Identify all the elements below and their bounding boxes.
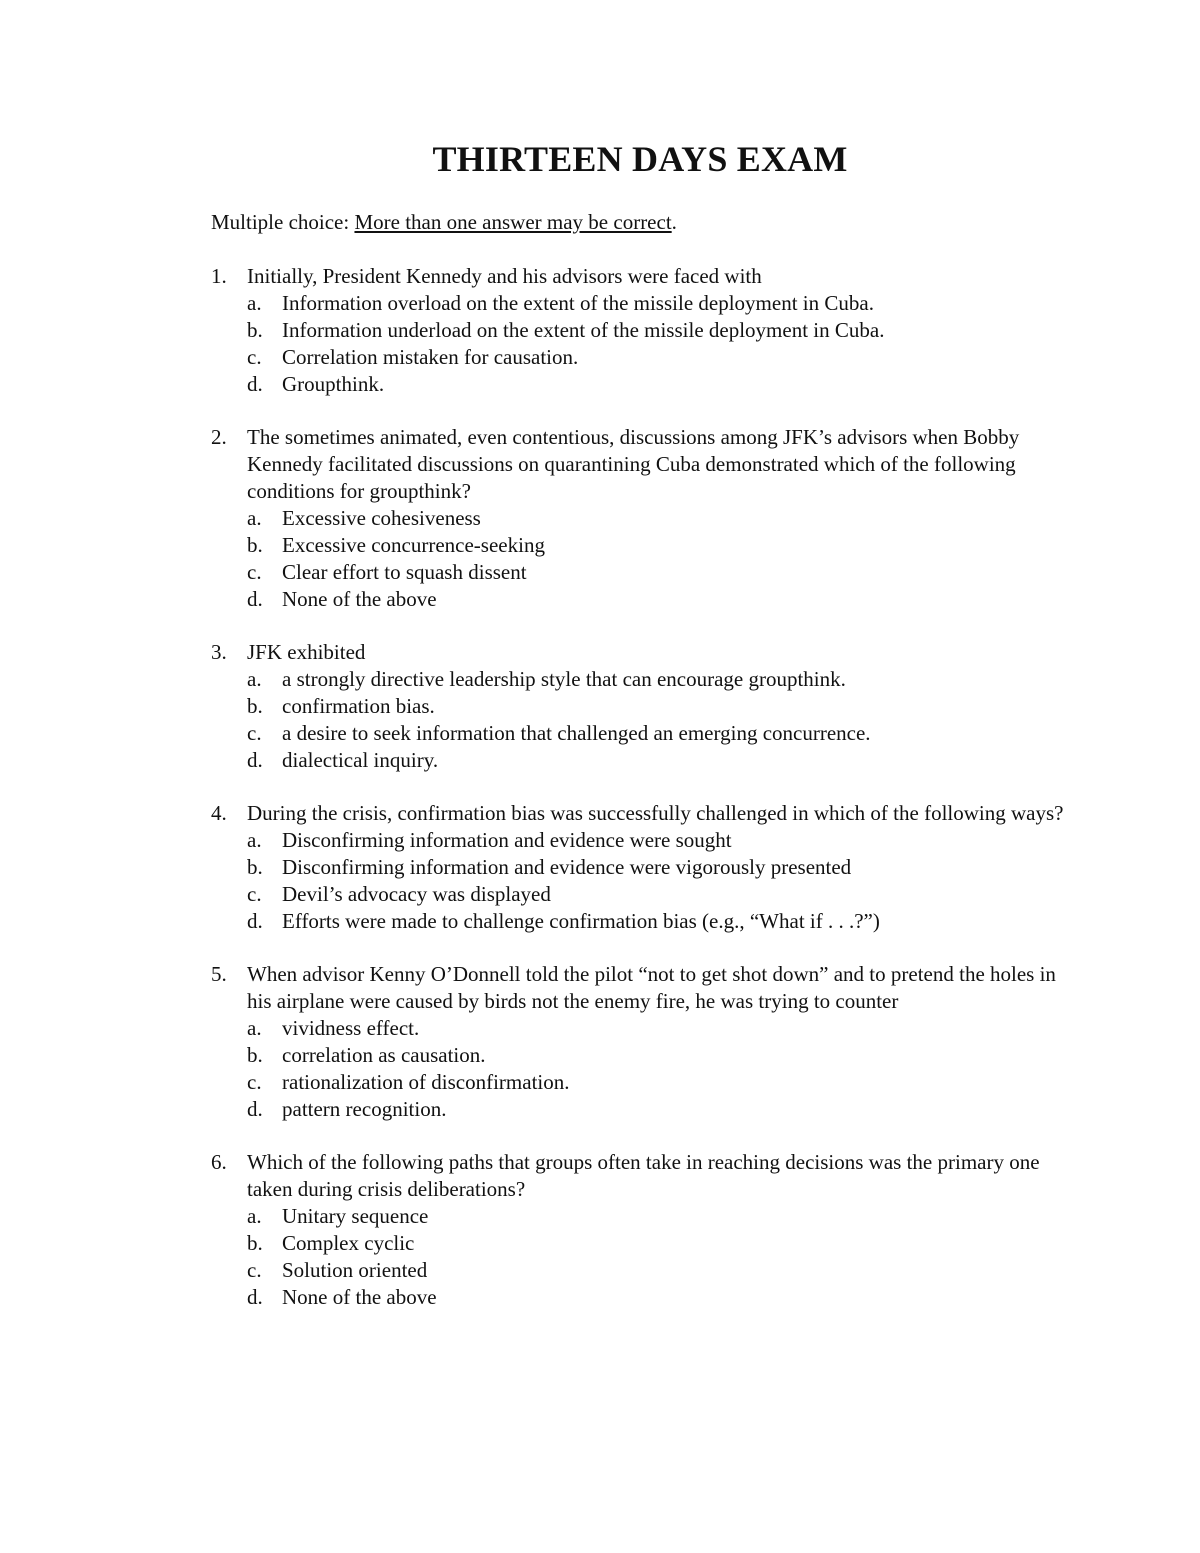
option-letter: c. [247, 882, 262, 906]
option-letter: c. [247, 560, 262, 584]
option-b [247, 854, 1071, 881]
option-text: Information overload on the extent of the missile deployment in Cuba. [282, 291, 874, 315]
option-a [247, 1203, 1071, 1230]
option-b [247, 1230, 1071, 1257]
option-text: Unitary sequence [282, 1204, 429, 1228]
option-letter: c. [247, 1258, 262, 1282]
question-2 [211, 424, 1071, 613]
option-letter: b. [247, 533, 263, 557]
instructions-suffix: . [671, 210, 677, 234]
option-c [247, 720, 1071, 747]
question-1 [211, 263, 1071, 398]
question-number: 5. [211, 962, 227, 986]
question-stem: JFK exhibited [247, 640, 366, 664]
question-5 [211, 961, 1071, 1123]
option-text: Excessive concurrence-seeking [282, 533, 545, 557]
option-text: Efforts were made to challenge confirmation bias (e.g., “What if . . .?”) [282, 909, 880, 933]
option-letter: d. [247, 909, 263, 933]
question-number: 1. [211, 264, 227, 288]
option-d [247, 1096, 1071, 1123]
option-d [247, 371, 1071, 398]
option-a [247, 827, 1071, 854]
question-number: 3. [211, 640, 227, 664]
option-text: Clear effort to squash dissent [282, 560, 527, 584]
question-stem: Initially, President Kennedy and his advisors were faced with [247, 264, 762, 288]
option-letter: a. [247, 1204, 262, 1228]
option-letter: d. [247, 1097, 263, 1121]
option-d [247, 1284, 1071, 1311]
option-letter: a. [247, 1016, 262, 1040]
option-b [247, 1042, 1071, 1069]
option-text: dialectical inquiry. [282, 748, 439, 772]
option-text: Disconfirming information and evidence were vigorously presented [282, 855, 852, 879]
question-4 [211, 800, 1071, 935]
question-stem: Which of the following paths that groups often take in reaching decisions was the primary one taken during crisis deliberations? [247, 1150, 1040, 1201]
option-a [247, 666, 1071, 693]
question-stem: When advisor Kenny O’Donnell told the pilot “not to get shot down” and to pretend the holes in his airplane were caused by birds not the enemy fire, he was trying to counter [247, 962, 1056, 1013]
option-letter: a. [247, 828, 262, 852]
option-letter: d. [247, 587, 263, 611]
page-title: THIRTEEN DAYS EXAM [432, 139, 848, 179]
option-text: Disconfirming information and evidence were sought [282, 828, 732, 852]
option-d [247, 747, 1071, 774]
option-d [247, 908, 1071, 935]
option-letter: b. [247, 1043, 263, 1067]
question-stem: During the crisis, confirmation bias was successfully challenged in which of the following ways? [247, 801, 1064, 825]
option-text: None of the above [282, 587, 437, 611]
option-text: rationalization of disconfirmation. [282, 1070, 570, 1094]
option-text: Information underload on the extent of the missile deployment in Cuba. [282, 318, 885, 342]
option-letter: d. [247, 372, 263, 396]
option-d [247, 586, 1071, 613]
option-letter: c. [247, 345, 262, 369]
question-number: 2. [211, 425, 227, 449]
option-letter: a. [247, 291, 262, 315]
option-text: Solution oriented [282, 1258, 428, 1282]
instructions-prefix: Multiple choice: [211, 210, 355, 234]
option-c [247, 1069, 1071, 1096]
question-6 [211, 1149, 1071, 1311]
option-b [247, 317, 1071, 344]
option-text: vividness effect. [282, 1016, 420, 1040]
option-text: confirmation bias. [282, 694, 435, 718]
question-list [211, 263, 1071, 1337]
option-text: Devil’s advocacy was displayed [282, 882, 551, 906]
option-text: a desire to seek information that challenged an emerging concurrence. [282, 721, 871, 745]
instructions-underlined: More than one answer may be correct [354, 210, 672, 234]
option-text: Correlation mistaken for causation. [282, 345, 579, 369]
option-text: None of the above [282, 1285, 437, 1309]
option-letter: b. [247, 318, 263, 342]
question-number: 6. [211, 1150, 227, 1174]
option-text: Groupthink. [282, 372, 385, 396]
option-a [247, 1015, 1071, 1042]
option-b [247, 693, 1071, 720]
option-c [247, 344, 1071, 371]
option-text: Complex cyclic [282, 1231, 415, 1255]
option-text: Excessive cohesiveness [282, 506, 481, 530]
option-b [247, 532, 1071, 559]
question-stem: The sometimes animated, even contentious, discussions among JFK’s advisors when Bobby Kennedy facilitated discussions on quarantining Cuba demonstrated which of the following conditions for groupthink? [247, 425, 1020, 503]
option-text: correlation as causation. [282, 1043, 486, 1067]
option-text: pattern recognition. [282, 1097, 447, 1121]
option-letter: c. [247, 721, 262, 745]
instructions [211, 210, 677, 235]
option-text: a strongly directive leadership style that can encourage groupthink. [282, 667, 846, 691]
option-letter: a. [247, 506, 262, 530]
option-letter: d. [247, 1285, 263, 1309]
option-letter: b. [247, 1231, 263, 1255]
option-c [247, 881, 1071, 908]
option-letter: c. [247, 1070, 262, 1094]
option-a [247, 505, 1071, 532]
option-letter: a. [247, 667, 262, 691]
option-c [247, 1257, 1071, 1284]
option-letter: b. [247, 855, 263, 879]
question-3 [211, 639, 1071, 774]
option-letter: d. [247, 748, 263, 772]
option-letter: b. [247, 694, 263, 718]
question-number: 4. [211, 801, 227, 825]
option-c [247, 559, 1071, 586]
option-a [247, 290, 1071, 317]
